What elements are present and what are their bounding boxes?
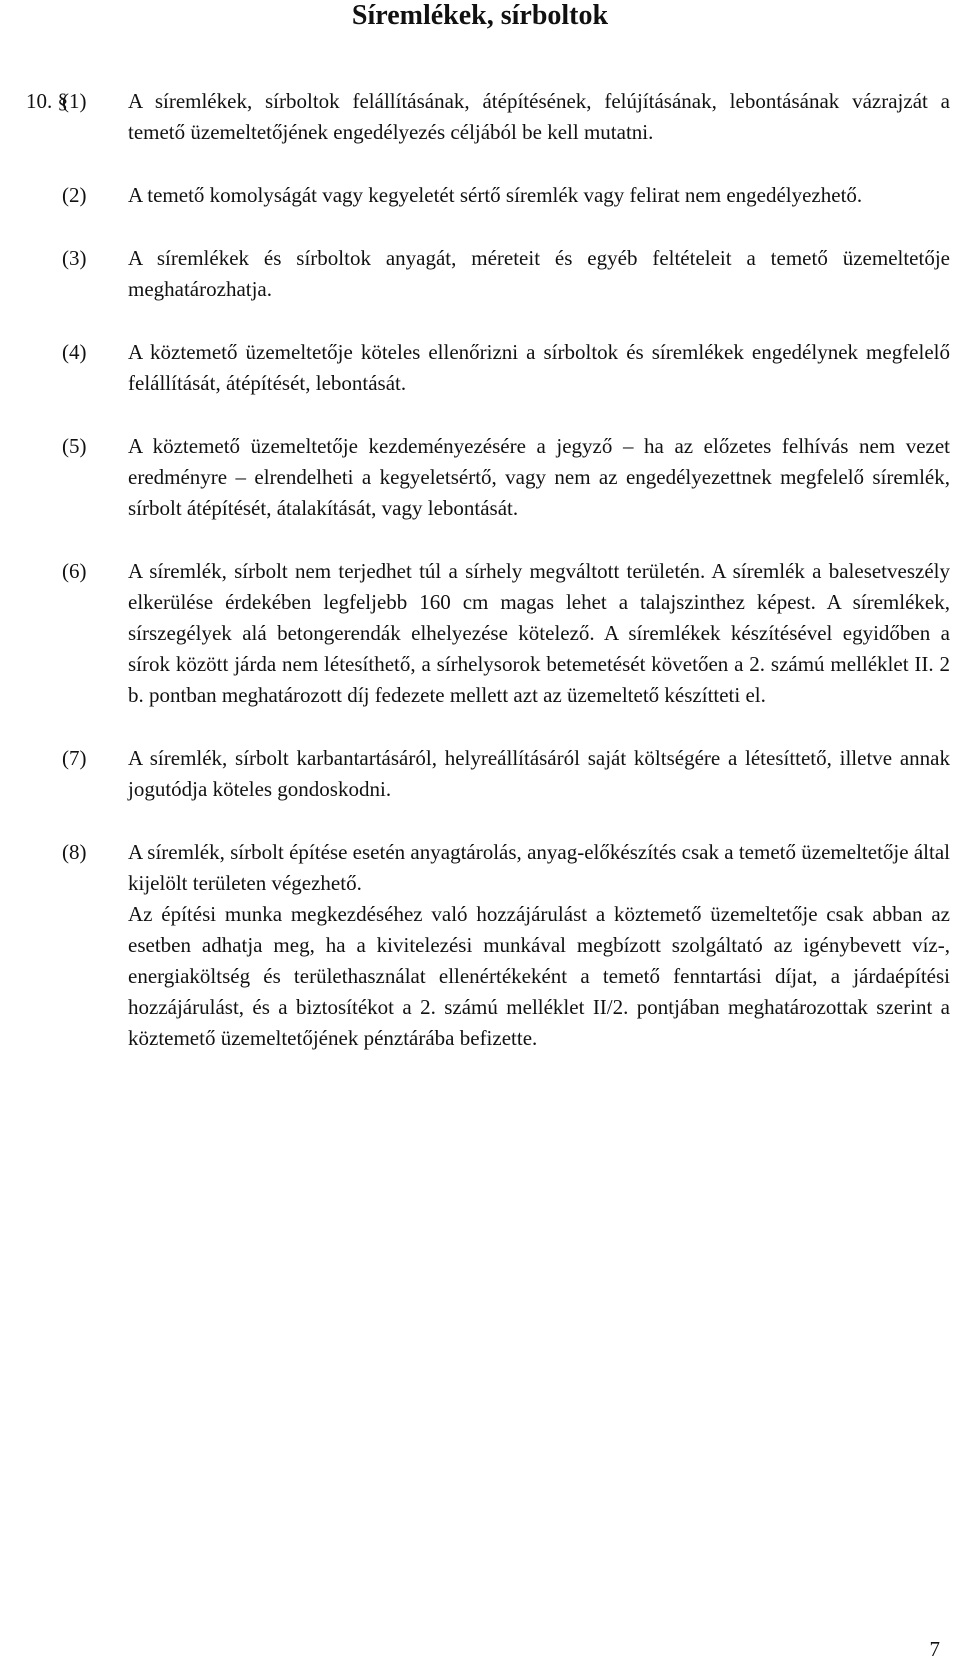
paragraph-7 — [0, 743, 960, 805]
paragraph-line: A síremlék, sírbolt karbantartásáról, helyreállításáról saját költségére a létesíttető, illetve annak jogutódja köteles gondoskodni. — [128, 746, 950, 801]
paragraph-number: (7) — [62, 746, 87, 770]
paragraph-text — [128, 743, 950, 805]
paragraph-line: A síremlékek és sírboltok anyagát, méreteit és egyéb feltételeit a temető üzemeltetője meghatározhatja. — [128, 246, 950, 301]
section-label: 10. § — [26, 89, 68, 113]
paragraph-number: (4) — [62, 340, 87, 364]
paragraph-4 — [0, 337, 960, 399]
paragraph-line: A síremlékek, sírboltok felállításának, átépítésének, felújításának, lebontásának vázrajzát a temető üzemeltetőjének engedélyezés céljából be kell mutatni. — [128, 89, 950, 144]
paragraph-6 — [0, 556, 960, 711]
paragraph-text — [128, 180, 950, 211]
paragraph-number: (6) — [62, 559, 87, 583]
paragraph-line: A köztemető üzemeltetője köteles ellenőrizni a sírboltok és síremlékek engedélynek megfelelő felállítását, átépítését, lebontását. — [128, 340, 950, 395]
paragraph-1 — [0, 86, 960, 148]
paragraph-text — [128, 86, 950, 148]
paragraph-number: (2) — [62, 183, 87, 207]
paragraph-2 — [0, 180, 960, 211]
section-10 — [0, 86, 960, 1086]
paragraph-text — [128, 243, 950, 305]
paragraph-text — [128, 837, 950, 1054]
paragraph-line: A köztemető üzemeltetője kezdeményezésére a jegyző – ha az előzetes felhívás nem vezet eredményre – elrendelheti a kegyeletsértő, vagy nem az engedélyezettnek megfelelő síremlék, sírbolt átépítését, átalakítását, vagy lebontását. — [128, 434, 950, 520]
paragraph-number: (5) — [62, 434, 87, 458]
paragraph-number: (1) — [62, 89, 87, 113]
paragraph-line: A temető komolyságát vagy kegyeletét sértő síremlék vagy felirat nem engedélyezhető. — [128, 183, 863, 207]
paragraph-text — [128, 431, 950, 524]
paragraph-3 — [0, 243, 960, 305]
page-title: Síremlékek, sírboltok — [351, 0, 609, 31]
paragraph-line: Az építési munka megkezdéséhez való hozzájárulást a köztemető üzemeltetője csak abban az esetben adhatja meg, ha a kivitelezési munkával megbízott szolgáltató az igénybevett víz-, energiaköltség és területhasználat ellenértékeként a temető fenntartási díjat, a járdaépítési hozzájárulást, és a biztosítékot a 2. számú melléklet II/2. pontjában meghatározottak szerint a köztemető üzemeltetőjének pénztárába befizette. — [128, 902, 950, 1050]
paragraph-text — [128, 337, 950, 399]
paragraph-number: (3) — [62, 246, 87, 270]
page-number: 7 — [929, 1637, 940, 1661]
paragraph-text — [128, 556, 950, 711]
paragraph-number: (8) — [62, 840, 87, 864]
paragraph-5 — [0, 431, 960, 524]
paragraph-line: A síremlék, sírbolt nem terjedhet túl a sírhely megváltott területén. A síremlék a balesetveszély elkerülése érdekében legfeljebb 160 cm magas lehet a talajszinthez képest. A síremlékek, sírszegélyek alá betongerendák elhelyezése kötelező. A síremlékek készítésével egyidőben a sírok között járda nem létesíthető, a sírhelysorok betemetését követően a 2. számú melléklet II. 2 b. pontban meghatározott díj fedezete mellett azt az üzemeltető készítteti el. — [128, 559, 950, 707]
paragraph-line: A síremlék, sírbolt építése esetén anyagtárolás, anyag-előkészítés csak a temető üzemeltetője által kijelölt területen végezhető. — [128, 840, 950, 895]
paragraph-8 — [0, 837, 960, 1054]
